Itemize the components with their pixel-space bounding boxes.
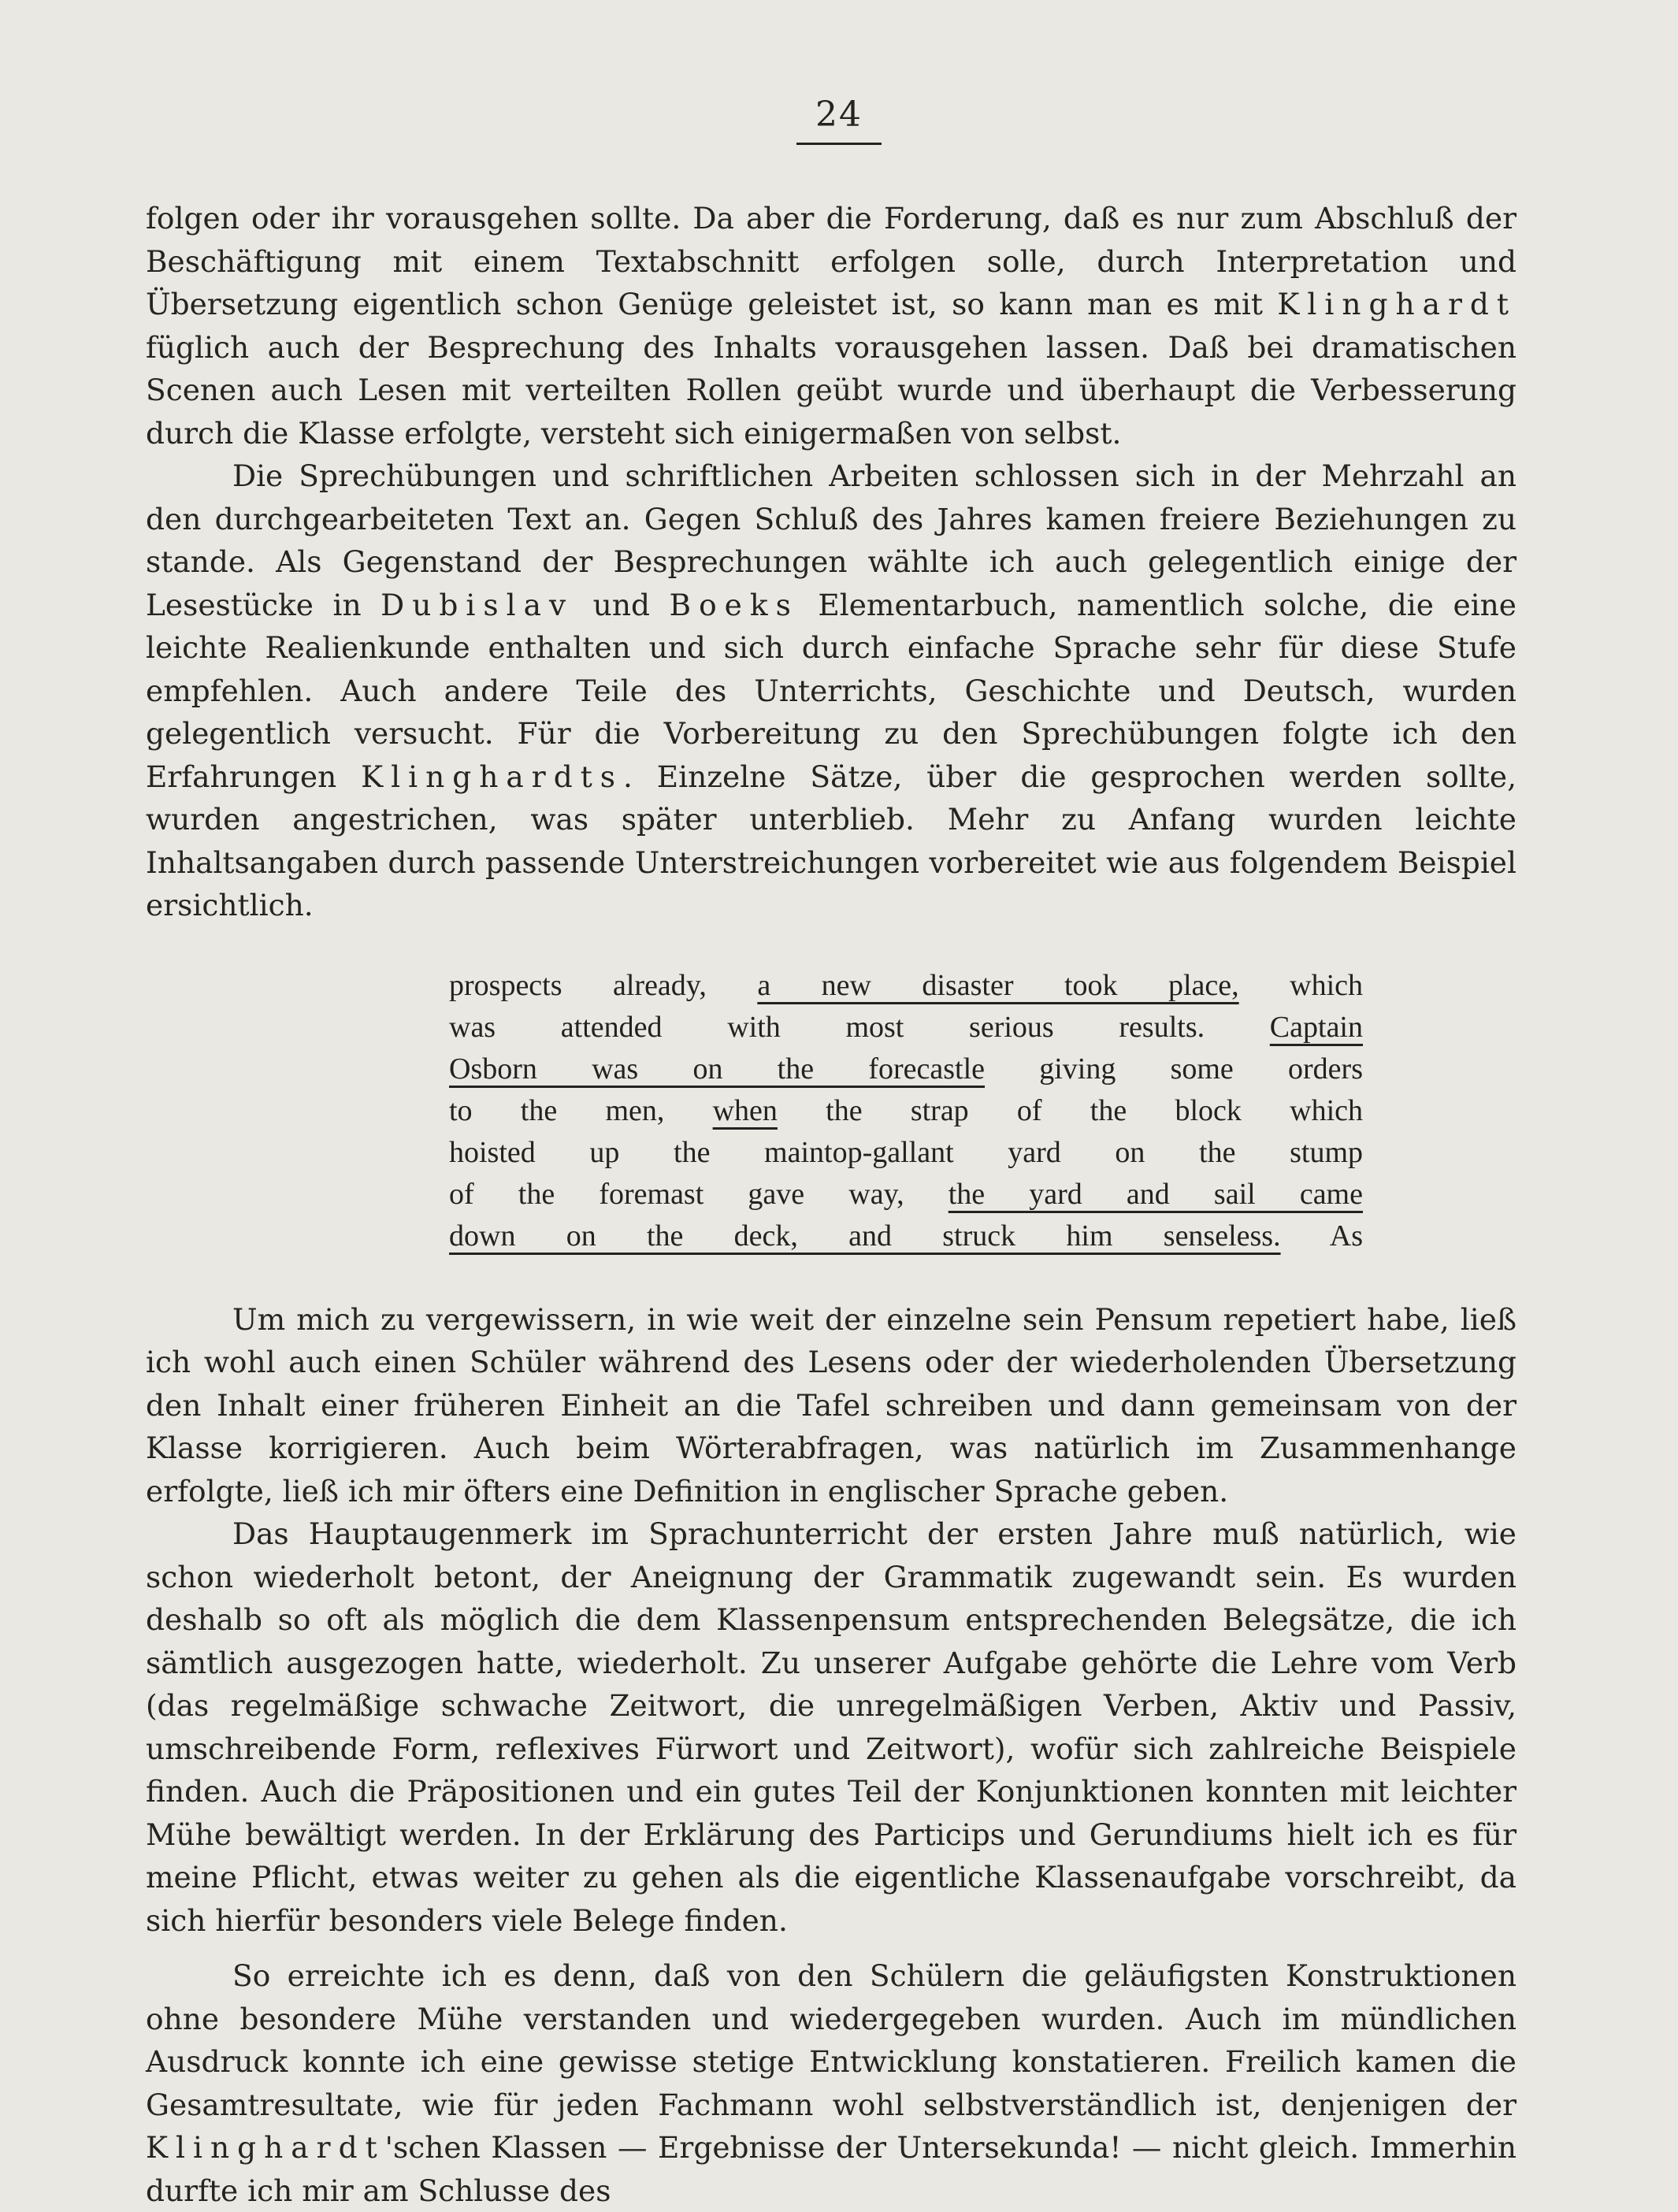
page-body (146, 197, 1517, 2212)
quote-line: to the men, when the strap of the block which (449, 1093, 1363, 1127)
paragraph-1: folgen oder ihr vorausgehen sollte. Da aber die Forderung, daß es nur zum Abschluß der Beschäftigung mit einem Textabschnitt erfolgen solle, durch Interpretation und Übersetzung eigentlich schon Genüge geleistet ist, so kann man es mit Klinghardt füglich auch der Besprechung des Inhalts vorausgehen lassen. Daß bei dramatischen Scenen auch Lesen mit verteilten Rollen geübt wurde und überhaupt die Verbesserung durch die Klasse erfolgte, versteht sich einigermaßen von selbst. (146, 201, 1517, 451)
quote-line: of the foremast gave way, the yard and sail came (449, 1177, 1363, 1211)
quote-line: prospects already, a new disaster took place, which (449, 968, 1363, 1002)
underlined-phrase: Osborn was on the forecastle (449, 1052, 986, 1086)
author-name: Dubislav (381, 587, 574, 622)
page-header (0, 95, 1678, 145)
quote-line: was attended with most serious results. Captain (449, 1010, 1363, 1044)
underlined-phrase: a new disaster took place, (757, 968, 1239, 1002)
underlined-phrase: when (712, 1093, 778, 1127)
english-example-quote (449, 965, 1363, 1257)
paragraph-2: Die Sprechübungen und schriftlichen Arbeiten schlossen sich in der Mehrzahl an den durchgearbeiteten Text an. Gegen Schluß des Jahres kamen freiere Beziehungen zu stande. Als Gegenstand der Besprechungen wählte ich auch gelegentlich einige der Lesestücke in Dubislav und Boeks Elementarbuch, namentlich solche, die eine leichte Realienkunde enthalten und sich durch einfache Sprache sehr für diese Stufe empfehlen. Auch andere Teile des Unterrichts, Geschichte und Deutsch, wurden gelegentlich versucht. Für die Vorbereitung zu den Sprechübungen folgte ich den Erfahrungen Klinghardts. Einzelne Sätze, über die gesprochen werden sollte, wurden angestrichen, was später unterblieb. Mehr zu Anfang wurden leichte Inhaltsangaben durch passende Unterstreichungen vorbereitet wie aus folgendem Beispiel ersichtlich. (146, 458, 1517, 922)
author-name: Klinghardt (1277, 287, 1517, 321)
quote-line: hoisted up the maintop-gallant yard on the stump (449, 1135, 1363, 1169)
author-name: Boeks (669, 587, 799, 622)
quote-line: Osborn was on the forecastle giving some orders (449, 1052, 1363, 1086)
paragraph-5: So erreichte ich es denn, daß von den Schülern die geläufigsten Konstruktionen ohne besondere Mühe verstanden und wiedergegeben wurden. Auch im mündlichen Ausdruck konnte ich eine gewisse stetige Entwicklung konstatieren. Freilich kamen die Gesamtresultate, wie für jeden Fachmann wohl selbstverständlich ist, denjenigen der Klinghardt'schen Klassen — Ergebnisse der Untersekunda! — nicht gleich. Immerhin durfte ich mir am Schlusse des (146, 1958, 1517, 2208)
page-number: 24 (796, 95, 882, 145)
author-name: Klinghardts (361, 759, 624, 794)
paragraph-3: Um mich zu vergewissern, in wie weit der einzelne sein Pensum repetiert habe, ließ ich wohl auch einen Schüler während des Lesens oder der wiederholenden Übersetzung den Inhalt einer früheren Einheit an die Tafel schreiben und dann gemeinsam von der Klasse korrigieren. Auch beim Wörterabfragen, was natürlich im Zusammenhange erfolgte, ließ ich mir öfters eine Definition in englischer Sprache geben. (146, 1301, 1517, 1509)
author-name: Klinghardt (146, 2130, 385, 2165)
quote-line: down on the deck, and struck him senseless. As (449, 1219, 1363, 1253)
underlined-phrase: the yard and sail came (948, 1177, 1363, 1211)
paragraph-4: Das Hauptaugenmerk im Sprachunterricht der ersten Jahre muß natürlich, wie schon wiederholt betont, der Aneignung der Grammatik zugewandt sein. Es wurden deshalb so oft als möglich die dem Klassenpensum entsprechenden Belegsätze, die ich sämtlich ausgezogen hatte, wiederholt. Zu unserer Aufgabe gehörte die Lehre vom Verb (das regelmäßige schwache Zeitwort, die unregelmäßigen Verben, Aktiv und Passiv, umschreibende Form, reflexives Fürwort und Zeitwort), wofür sich zahlreiche Beispiele finden. Auch die Präpositionen und ein gutes Teil der Konjunktionen konnten mit leichter Mühe bewältigt werden. In der Erklärung des Particips und Gerundiums hielt ich es für meine Pflicht, etwas weiter zu gehen als die eigentliche Klassenaufgabe vorschreibt, da sich hierfür besonders viele Belege finden. (146, 1516, 1517, 1938)
underlined-phrase: down on the deck, and struck him senseless. (449, 1219, 1281, 1253)
underlined-phrase: Captain (1269, 1010, 1363, 1044)
